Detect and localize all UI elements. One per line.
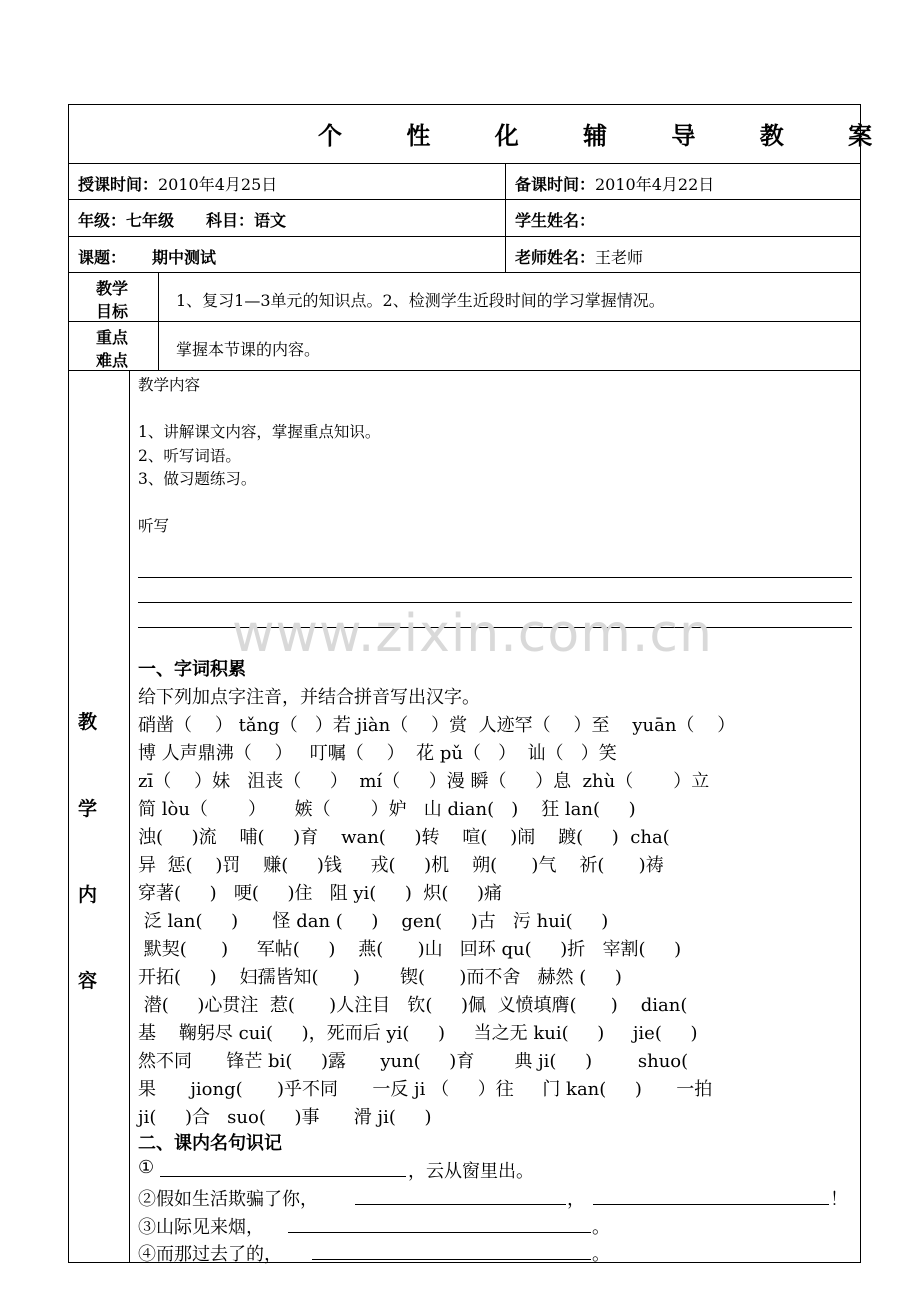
quote2-blank-1[interactable] [355,1204,566,1205]
column-divider [158,272,159,370]
quote3-tail: 。 [592,1217,610,1238]
exercise-line: 然不同 锋芒 bi( )露 yun( )育 典 ji( ) shuo( [138,1051,689,1072]
quote3-blank[interactable] [288,1232,591,1233]
prep-time-label: 备课时间： [515,175,596,194]
quote2-blank-2[interactable] [593,1204,829,1205]
prep-time: 2010年4月22日 [595,175,715,194]
page-title: 个 性 化 辅 导 教 案 [318,121,901,150]
step-3: 3、做习题练习。 [138,470,257,488]
exercise-line: 穿著( ) 哽( )住 阻 yi( ) 炽( )痛 [138,883,503,904]
student-name-label: 学生姓名： [515,211,596,230]
exercise-line: 简 lòu（ ） 嫉（ ）妒 山 dian( ) 狂 lan( ) [138,799,636,820]
content-side-label-3: 内 [78,884,98,906]
step-2: 2、听写词语。 [138,447,241,465]
dictation-line [138,577,852,578]
keypoints-label-bottom: 难点 [96,351,129,370]
quote4-tail: 。 [592,1244,610,1265]
exercise-line: zī（ ）妹 沮丧（ ） mí（ ）漫 瞬（ ）息 zhù（ ）立 [138,771,710,792]
grade-label: 年级：七年级 [78,211,175,230]
teach-time-label: 授课时间： [78,175,159,194]
quote2-mid: ， [567,1189,585,1210]
section1-title: 一、字词积累 [138,659,246,680]
quote1-blank[interactable] [160,1176,406,1177]
keypoints-label-top: 重点 [96,328,129,347]
dictation-line [138,602,852,603]
row-divider [68,272,861,273]
exercise-line: 默契( ) 军帖( ) 燕( )山 回环 qu( )折 宰割( ) [138,939,682,960]
exercise-line: 硝凿（ ） tǎng（ ）若 jiàn（ ）赏 人迹罕（ ）至 yuān（ ） [138,715,736,736]
step-1: 1、讲解课文内容，掌握重点知识。 [138,423,381,441]
exercise-line: 潜( )心贯注 惹( )人注目 钦( )佩 义愤填膺( ) dian( [138,995,688,1016]
exercise-line: 果 jiong( )乎不同 一反 ji （ ）往 门 kan( ) 一拍 [138,1079,713,1100]
content-side-label-1: 教 [78,711,98,733]
teacher-name-label: 老师姓名： [515,248,596,267]
column-divider [505,163,506,272]
exercise-line: 博 人声鼎沸（ ） 叮嘱（ ） 花 pǔ（ ） 讪（ ）笑 [138,743,617,764]
content-side-label-4: 容 [78,970,98,992]
exercise-line: 开拓( ) 妇孺皆知( ) 锲( )而不舍 赫然 ( ) [138,967,622,988]
section2-title: 二、课内名句识记 [138,1133,282,1154]
quote1-tail: ，云从窗里出。 [408,1161,534,1182]
row-divider [68,199,861,200]
topic-label: 课题： [78,248,127,267]
exercise-line: 基 鞠躬尽 cui( )，死而后 yi( ) 当之无 kui( ) jie( ) [138,1023,698,1044]
exercise-line: 异 惩( )罚 赚( )钱 戎( )机 朔( )气 祈( )祷 [138,855,664,876]
row-divider [68,321,861,322]
goals-label-bottom: 目标 [96,302,129,321]
topic-value: 期中测试 [152,248,217,267]
teacher-name: 王老师 [595,248,644,267]
content-side-label-2: 学 [78,798,98,820]
keypoints-text: 掌握本节课的内容。 [176,340,321,359]
subject-label: 科目：语文 [206,211,287,230]
goals-text: 1、复习1—3单元的知识点。2、检测学生近段时间的学习掌握情况。 [176,291,665,310]
quote4-head: ④而那过去了的， [138,1244,282,1265]
exercise-line: 浊( )流 哺( )育 wan( )转 喧( )闹 踱( ) cha( [138,827,670,848]
row-divider [68,370,861,371]
teach-time: 2010年4月25日 [158,175,278,194]
quote1-number: ① [138,1157,155,1178]
exercise-line: 泛 lan( ) 怪 dan ( ) gen( )古 污 hui( ) [138,911,609,932]
quote2-head: ②假如生活欺骗了你， [138,1189,318,1210]
quote2-tail: ！ [830,1189,848,1210]
column-divider [129,370,130,1263]
quote3-head: ③山际见来烟， [138,1217,264,1238]
section1-instruction: 给下列加点字注音，并结合拼音写出汉字。 [138,687,480,708]
quote4-blank[interactable] [312,1259,591,1260]
goals-label-top: 教学 [96,279,129,298]
row-divider [68,236,861,237]
content-heading: 教学内容 [138,376,201,394]
watermark: www.zixin.com.cn [232,604,713,664]
row-divider [68,163,861,164]
exercise-line: ji( )合 suo( )事 滑 ji( ) [138,1107,432,1128]
dictation-label: 听写 [138,517,170,535]
